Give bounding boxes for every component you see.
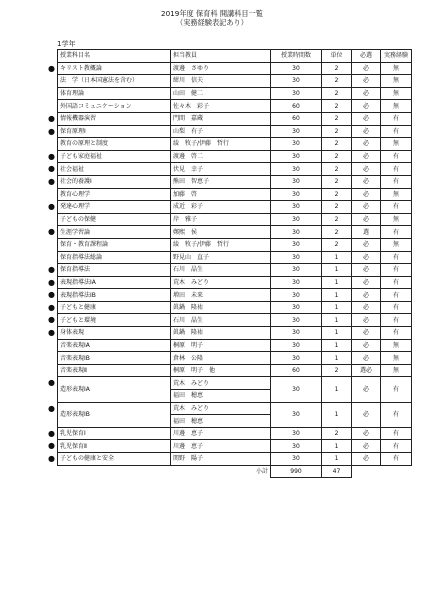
table-row — [58, 276, 412, 289]
subject-cell — [48, 226, 171, 239]
required-cell: 必 — [352, 138, 381, 151]
table-row — [58, 138, 412, 151]
required-cell: 必 — [352, 125, 381, 138]
credits-cell: 1 — [322, 402, 352, 427]
total-hours: 990 — [271, 465, 322, 478]
credits-cell: 1 — [322, 301, 352, 314]
required-cell: 必 — [352, 264, 381, 277]
experience-cell: 有 — [381, 440, 412, 453]
teacher-cell: 福田 穂恵 — [171, 390, 271, 403]
table-row — [58, 100, 412, 113]
header-hours: 授業時間数 — [271, 50, 322, 63]
teacher-cell: 成近 彩子 — [171, 201, 271, 214]
subject-cell — [58, 138, 171, 151]
experience-cell: 有 — [381, 427, 412, 440]
required-cell: 必 — [352, 301, 381, 314]
credits-cell: 1 — [322, 289, 352, 302]
total-spacer — [352, 465, 381, 478]
table-row — [58, 314, 412, 327]
experience-cell: 無 — [381, 100, 412, 113]
bullet-marker: ● — [48, 126, 55, 136]
hours-cell: 30 — [271, 251, 322, 264]
subject-cell — [48, 301, 171, 314]
required-cell: 必 — [352, 339, 381, 352]
teacher-cell: 紺川 信夫 — [171, 75, 271, 88]
teacher-cell: 荒木 みどり — [171, 276, 271, 289]
credits-cell: 1 — [322, 352, 352, 365]
bullet-marker: ● — [48, 277, 55, 287]
bullet-marker: ● — [48, 328, 55, 338]
credits-cell: 2 — [322, 427, 352, 440]
subject-cell — [58, 87, 171, 100]
bullet-marker: ● — [48, 227, 55, 237]
experience-cell: 無 — [381, 213, 412, 226]
experience-cell: 有 — [381, 289, 412, 302]
required-cell: 選必 — [352, 364, 381, 377]
table-row — [58, 264, 412, 277]
experience-cell: 有 — [381, 112, 412, 125]
subject-cell — [48, 150, 171, 163]
hours-cell: 30 — [271, 87, 322, 100]
hours-cell: 30 — [271, 62, 322, 75]
required-cell: 必 — [352, 314, 381, 327]
required-cell: 必 — [352, 453, 381, 466]
total-label: 小計 — [255, 468, 268, 476]
hours-cell: 30 — [271, 213, 322, 226]
teacher-cell: 加藤 啓 — [171, 188, 271, 201]
experience-cell: 無 — [381, 364, 412, 377]
table-row — [58, 377, 412, 390]
teacher-cell: 山田 健二 — [171, 87, 271, 100]
teacher-cell: 山梨 有子 — [171, 125, 271, 138]
teacher-cell: 眞鍋 隆祐 — [171, 327, 271, 340]
experience-cell: 有 — [381, 276, 412, 289]
subject-name: 子どもと健康 — [60, 304, 97, 312]
bullet-marker: ● — [48, 441, 55, 451]
required-cell: 必 — [352, 440, 381, 453]
teacher-cell: 荒木 みどり — [171, 402, 271, 415]
bullet-marker: ● — [48, 113, 55, 123]
teacher-cell: 岸 雅子 — [171, 213, 271, 226]
hours-cell: 30 — [271, 138, 322, 151]
subject-name: 子ども家庭福祉 — [60, 153, 103, 161]
credits-cell: 1 — [322, 251, 352, 264]
subject-cell — [48, 276, 171, 289]
credits-cell: 1 — [322, 453, 352, 466]
table-row — [58, 62, 412, 75]
subject-name: 外国語コミュニケーション — [60, 102, 132, 110]
table-row — [58, 213, 412, 226]
experience-cell: 無 — [381, 352, 412, 365]
hours-cell: 30 — [271, 289, 322, 302]
subject-cell — [48, 264, 171, 277]
bullet-marker: ● — [48, 265, 55, 275]
experience-cell: 有 — [381, 264, 412, 277]
bullet-marker: ● — [48, 202, 55, 212]
subject-cell — [48, 112, 171, 125]
teacher-cell: 石川 晶生 — [171, 264, 271, 277]
subject-name: 生涯学習論 — [60, 228, 91, 236]
table-row — [58, 251, 412, 264]
credits-cell: 1 — [322, 276, 352, 289]
hours-cell: 30 — [271, 402, 322, 427]
subject-name: 音楽表現Ⅱ — [60, 367, 87, 375]
table-row — [58, 453, 412, 466]
teacher-cell: 荒木 みどり — [171, 377, 271, 390]
total-spacer — [58, 465, 171, 478]
credits-cell: 2 — [322, 100, 352, 113]
teacher-cell: 桐原 明子 — [171, 339, 271, 352]
table-row — [58, 289, 412, 302]
experience-cell: 無 — [381, 138, 412, 151]
bullet-marker: ● — [48, 454, 55, 463]
hours-cell: 30 — [271, 163, 322, 176]
required-cell: 必 — [352, 289, 381, 302]
subject-cell — [48, 402, 171, 427]
required-cell: 必 — [352, 238, 381, 251]
teacher-cell: 綾 牧子/伊藤 哲行 — [171, 238, 271, 251]
credits-cell: 2 — [322, 163, 352, 176]
header-subject: 授業科目名 — [58, 50, 171, 63]
section-label: 1学年 — [57, 40, 76, 48]
bullet-marker: ● — [48, 428, 55, 438]
required-cell: 必 — [352, 201, 381, 214]
subject-name: 表現指導法ⅠA — [60, 278, 96, 286]
table-row — [58, 427, 412, 440]
hours-cell: 30 — [271, 201, 322, 214]
subject-name: 保育・教育課程論 — [60, 241, 109, 249]
table-row — [58, 238, 412, 251]
teacher-cell: 眞鍋 隆祐 — [171, 301, 271, 314]
table-row — [58, 175, 412, 188]
table-header-row — [58, 50, 412, 63]
credits-cell: 1 — [322, 314, 352, 327]
teacher-cell: 熊田 智恵子 — [171, 175, 271, 188]
bullet-marker: ● — [48, 315, 55, 325]
subject-name: 社会的養護Ⅰ — [60, 178, 92, 186]
course-table — [48, 49, 412, 478]
subject-cell — [58, 75, 171, 88]
experience-cell: 有 — [381, 377, 412, 402]
subject-name: 造形表現ⅠA — [60, 386, 90, 394]
credits-cell: 1 — [322, 327, 352, 340]
bullet-marker: ● — [48, 63, 55, 73]
subject-name: 子どもと環境 — [60, 316, 97, 324]
experience-cell: 有 — [381, 314, 412, 327]
required-cell: 必 — [352, 62, 381, 75]
bullet-marker: ● — [48, 176, 55, 186]
hours-cell: 30 — [271, 352, 322, 365]
subject-name: 音楽表現ⅠA — [60, 341, 90, 349]
total-row — [58, 465, 412, 478]
subject-name: 造形表現ⅠB — [60, 411, 90, 419]
experience-cell: 有 — [381, 226, 412, 239]
table-row — [58, 75, 412, 88]
table-row — [58, 201, 412, 214]
teacher-cell: 門間 嘉蔵 — [171, 112, 271, 125]
table-row — [58, 301, 412, 314]
experience-cell: 無 — [381, 339, 412, 352]
hours-cell: 30 — [271, 440, 322, 453]
hours-cell: 60 — [271, 112, 322, 125]
credits-cell: 2 — [322, 150, 352, 163]
required-cell: 必 — [352, 75, 381, 88]
subject-cell — [48, 201, 171, 214]
credits-cell: 2 — [322, 138, 352, 151]
teacher-cell: 関野 陽子 — [171, 453, 271, 466]
subject-cell — [48, 377, 171, 402]
subject-name: 保育指導法 — [60, 266, 91, 274]
subject-cell — [48, 125, 171, 138]
teacher-cell: 渡邊 さゆり — [171, 62, 271, 75]
required-cell: 必 — [352, 402, 381, 427]
hours-cell: 30 — [271, 314, 322, 327]
required-cell: 必 — [352, 251, 381, 264]
teacher-cell: 川邊 恵子 — [171, 427, 271, 440]
required-cell: 必 — [352, 175, 381, 188]
hours-cell: 30 — [271, 377, 322, 402]
subject-name: 体育理論 — [60, 90, 85, 98]
subject-name: 乳児保育Ⅱ — [60, 442, 87, 450]
subject-name: 子どもの健康と安全 — [60, 455, 115, 463]
experience-cell: 有 — [381, 201, 412, 214]
experience-cell: 有 — [381, 175, 412, 188]
credits-cell: 2 — [322, 112, 352, 125]
experience-cell: 無 — [381, 188, 412, 201]
required-cell: 必 — [352, 427, 381, 440]
subject-cell — [58, 213, 171, 226]
subject-name: 子どもの保健 — [60, 216, 97, 224]
subject-cell — [58, 188, 171, 201]
experience-cell: 有 — [381, 402, 412, 427]
header-experience: 実務経験 — [381, 50, 412, 63]
hours-cell: 30 — [271, 301, 322, 314]
required-cell: 必 — [352, 327, 381, 340]
teacher-cell: 倉林 公隆 — [171, 352, 271, 365]
subject-name: 保育指導法総論 — [60, 253, 103, 261]
table-row — [58, 402, 412, 415]
bullet-marker: ● — [48, 302, 55, 312]
hours-cell: 60 — [271, 100, 322, 113]
page-subtitle: （実務経験表記あり） — [176, 18, 248, 27]
bullet-marker: ● — [48, 403, 55, 413]
credits-cell: 2 — [322, 213, 352, 226]
table-row — [58, 352, 412, 365]
credits-cell: 2 — [322, 87, 352, 100]
hours-cell: 30 — [271, 427, 322, 440]
required-cell: 選 — [352, 226, 381, 239]
credits-cell: 1 — [322, 264, 352, 277]
table-row — [58, 226, 412, 239]
hours-cell: 30 — [271, 238, 322, 251]
table-row — [58, 188, 412, 201]
header-teacher: 担当教員 — [171, 50, 271, 63]
credits-cell: 2 — [322, 62, 352, 75]
required-cell: 必 — [352, 276, 381, 289]
subject-cell — [48, 62, 171, 75]
subject-cell — [58, 100, 171, 113]
table-row — [58, 125, 412, 138]
table-row — [58, 163, 412, 176]
credits-cell: 2 — [322, 75, 352, 88]
subject-cell — [58, 352, 171, 365]
teacher-cell: 伏見 幸子 — [171, 163, 271, 176]
subject-name: 身体表現 — [60, 329, 85, 337]
required-cell: 必 — [352, 112, 381, 125]
table-row — [58, 440, 412, 453]
experience-cell: 有 — [381, 251, 412, 264]
teacher-cell: 川邊 恵子 — [171, 440, 271, 453]
hours-cell: 30 — [271, 327, 322, 340]
subject-name: 表現指導法ⅠB — [60, 291, 96, 299]
experience-cell: 無 — [381, 238, 412, 251]
experience-cell: 有 — [381, 453, 412, 466]
credits-cell: 2 — [322, 226, 352, 239]
table-row — [58, 339, 412, 352]
bullet-marker: ● — [48, 378, 55, 388]
required-cell: 必 — [352, 352, 381, 365]
subject-name: 教育の原理と制度 — [60, 140, 109, 148]
hours-cell: 60 — [271, 364, 322, 377]
experience-cell: 有 — [381, 150, 412, 163]
subject-cell — [48, 314, 171, 327]
teacher-cell: 石川 晶生 — [171, 314, 271, 327]
subject-name: キリスト教概論 — [60, 64, 102, 72]
table-row — [58, 87, 412, 100]
table-row — [58, 112, 412, 125]
experience-cell: 有 — [381, 301, 412, 314]
credits-cell: 2 — [322, 238, 352, 251]
teacher-cell: 佐々木 彩子 — [171, 100, 271, 113]
teacher-cell: 鄭熙 侯 — [171, 226, 271, 239]
experience-cell: 無 — [381, 62, 412, 75]
total-spacer — [381, 465, 412, 478]
credits-cell: 2 — [322, 188, 352, 201]
teacher-cell: 福田 穂恵 — [171, 415, 271, 428]
header-credits: 単位 — [322, 50, 352, 63]
teacher-cell: 野見山 直子 — [171, 251, 271, 264]
subject-cell — [58, 364, 171, 377]
teacher-cell: 渡邊 啓二 — [171, 150, 271, 163]
subject-name: 教育心理学 — [60, 190, 91, 198]
required-cell: 必 — [352, 87, 381, 100]
hours-cell: 30 — [271, 150, 322, 163]
page-title: 2019年度 保育科 開講科目一覧 — [161, 9, 263, 18]
subject-cell — [58, 238, 171, 251]
table-row — [58, 364, 412, 377]
subject-cell — [48, 289, 171, 302]
hours-cell: 30 — [271, 226, 322, 239]
subject-name: 音楽表現ⅠB — [60, 354, 90, 362]
teacher-cell: 増田 未来 — [171, 289, 271, 302]
bullet-marker: ● — [48, 151, 55, 161]
hours-cell: 30 — [271, 188, 322, 201]
bullet-marker: ● — [48, 164, 55, 174]
header-required: 必選 — [352, 50, 381, 63]
hours-cell: 30 — [271, 339, 322, 352]
credits-cell: 2 — [322, 175, 352, 188]
credits-cell: 1 — [322, 440, 352, 453]
subject-cell — [48, 440, 171, 453]
credits-cell: 2 — [322, 201, 352, 214]
credits-cell: 2 — [322, 125, 352, 138]
subject-name: 情報機器演習 — [60, 115, 97, 123]
credits-cell: 2 — [322, 364, 352, 377]
subject-cell — [48, 163, 171, 176]
hours-cell: 30 — [271, 264, 322, 277]
required-cell: 必 — [352, 100, 381, 113]
subject-name: 発達心理学 — [60, 203, 91, 211]
required-cell: 必 — [352, 377, 381, 402]
total-credits: 47 — [322, 465, 352, 478]
subject-name: 乳児保育Ⅰ — [60, 430, 86, 438]
credits-cell: 1 — [322, 339, 352, 352]
hours-cell: 30 — [271, 276, 322, 289]
experience-cell: 有 — [381, 163, 412, 176]
teacher-cell: 桐原 明子 他 — [171, 364, 271, 377]
hours-cell: 30 — [271, 125, 322, 138]
subject-cell — [48, 427, 171, 440]
subject-cell — [58, 339, 171, 352]
subject-cell — [58, 251, 171, 264]
bullet-marker: ● — [48, 290, 55, 300]
required-cell: 必 — [352, 150, 381, 163]
table-row — [58, 150, 412, 163]
hours-cell: 30 — [271, 175, 322, 188]
subject-cell — [48, 453, 171, 466]
hours-cell: 30 — [271, 453, 322, 466]
table-row — [58, 327, 412, 340]
subject-cell — [48, 175, 171, 188]
credits-cell: 1 — [322, 377, 352, 402]
hours-cell: 30 — [271, 75, 322, 88]
subject-cell — [48, 327, 171, 340]
teacher-cell: 綾 牧子/伊藤 哲行 — [171, 138, 271, 151]
subject-name: 法 学（日本国憲法を含む） — [60, 77, 139, 85]
experience-cell: 有 — [381, 125, 412, 138]
required-cell: 必 — [352, 188, 381, 201]
experience-cell: 無 — [381, 87, 412, 100]
experience-cell: 有 — [381, 327, 412, 340]
subject-name: 保育原理Ⅰ — [60, 127, 86, 135]
experience-cell: 無 — [381, 75, 412, 88]
required-cell: 必 — [352, 163, 381, 176]
required-cell: 必 — [352, 213, 381, 226]
subject-name: 社会福祉 — [60, 165, 85, 173]
